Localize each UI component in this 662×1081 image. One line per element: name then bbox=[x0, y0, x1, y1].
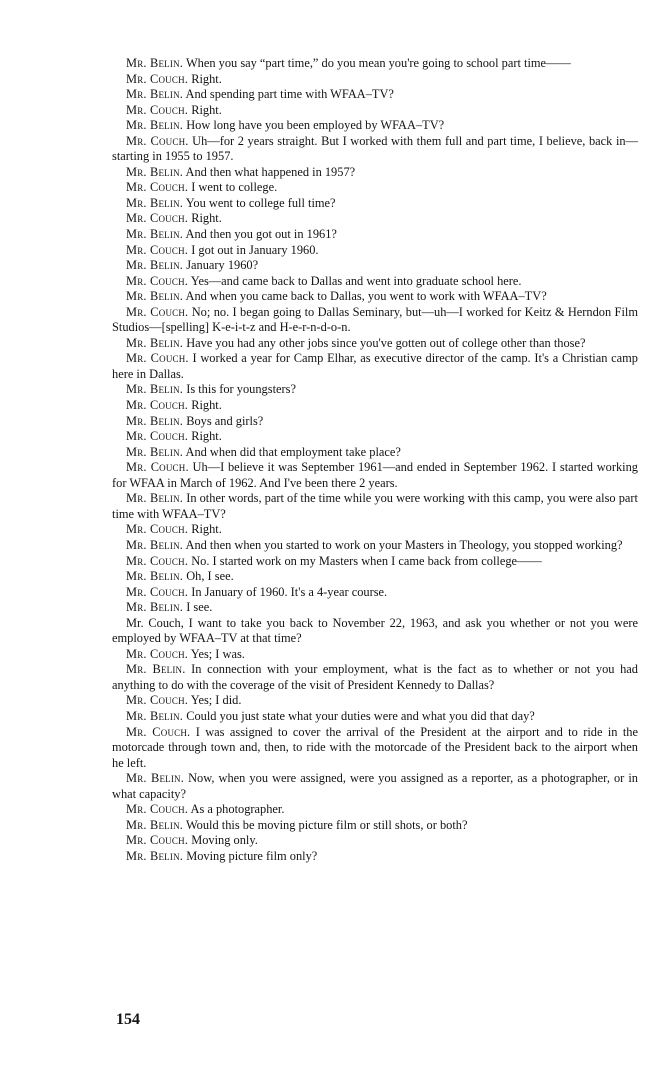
speaker-name: Mr. Belin. bbox=[126, 848, 184, 863]
speaker-name: Mr. Couch. bbox=[126, 398, 189, 413]
speaker-name: Mr. Belin. bbox=[126, 227, 184, 242]
speech-text: Now, when you were assigned, were you assigned as a reporter, as a photographer, or in what capacity? bbox=[112, 771, 638, 801]
transcript-paragraph bbox=[112, 134, 638, 165]
speaker-name: Mr. Belin. bbox=[126, 708, 184, 723]
speech-text: As a photographer. bbox=[190, 802, 285, 817]
speech-text: In January of 1960. It's a 4-year course. bbox=[191, 584, 388, 599]
speech-text: No. I started work on my Masters when I came back from college—— bbox=[191, 553, 542, 568]
speech-text: Boys and girls? bbox=[186, 413, 264, 428]
speaker-name: Mr. Belin. bbox=[126, 491, 184, 506]
transcript-paragraph bbox=[112, 227, 638, 243]
speech-text: When you say “part time,” do you mean you're going to school part time—— bbox=[185, 56, 571, 70]
speech-text: Moving only. bbox=[191, 833, 258, 848]
speaker-name: Mr. Belin. bbox=[126, 817, 184, 832]
speech-text: And when you came back to Dallas, you went to work with WFAA–TV? bbox=[185, 289, 547, 304]
transcript-paragraph bbox=[112, 289, 638, 305]
transcript-paragraph bbox=[112, 709, 638, 725]
speaker-name: Mr. Belin. bbox=[126, 444, 184, 459]
speaker-name: Mr. Belin. bbox=[126, 662, 186, 677]
speech-text: In connection with your employment, what is the fact as to whether or not you had anything to do with the coverage of the visit of President Kennedy to Dallas? bbox=[112, 662, 638, 692]
speech-text: In other words, part of the time while you were working with this camp, you were also part time with WFAA–TV? bbox=[112, 491, 638, 521]
speech-text: Right. bbox=[191, 71, 222, 86]
speaker-name: Mr. Belin. bbox=[126, 289, 184, 304]
speaker-name: Mr. Couch. bbox=[126, 211, 189, 226]
speaker-name: Mr. Belin. bbox=[126, 56, 184, 70]
speaker-name: Mr. Couch. bbox=[126, 724, 191, 739]
transcript-paragraph bbox=[112, 647, 638, 663]
speaker-name: Mr. Belin. bbox=[126, 118, 184, 133]
speaker-name: Mr. Couch. bbox=[126, 802, 189, 817]
transcript-paragraph bbox=[112, 771, 638, 802]
speech-text: No; no. I began going to Dallas Seminary, but—uh—I worked for Keitz & Herndon Film Studios—[spelling] K-e-i-t-z and H-e-r-n-d-o-n. bbox=[112, 304, 638, 335]
speech-text: And then what happened in 1957? bbox=[185, 164, 356, 179]
transcript-paragraph bbox=[112, 522, 638, 538]
transcript-paragraph bbox=[112, 243, 638, 259]
speech-text: Have you had any other jobs since you've gotten out of college other than those? bbox=[186, 335, 586, 350]
speaker-name: Mr. Couch. bbox=[126, 242, 189, 257]
speaker-name: Mr. Couch. bbox=[126, 646, 189, 661]
transcript-paragraph bbox=[112, 445, 638, 461]
transcript-paragraph bbox=[112, 491, 638, 522]
transcript-paragraph bbox=[112, 662, 638, 693]
transcript-paragraph bbox=[112, 336, 638, 352]
speech-text: Oh, I see. bbox=[186, 569, 234, 584]
transcript-paragraph bbox=[112, 600, 638, 616]
transcript-paragraph bbox=[112, 460, 638, 491]
speaker-name: Mr. Couch. bbox=[126, 833, 189, 848]
speaker-name: Mr. Couch. bbox=[126, 584, 189, 599]
speaker-name: Mr. Couch. bbox=[126, 133, 189, 148]
speaker-name: Mr. Belin. bbox=[126, 87, 184, 102]
transcript-paragraph bbox=[112, 693, 638, 709]
speaker-name: Mr. Belin. bbox=[126, 569, 184, 584]
transcript-paragraph bbox=[112, 87, 638, 103]
speaker-name: Mr. Couch. bbox=[126, 522, 189, 537]
transcript-paragraph bbox=[112, 833, 638, 849]
speech-text: Would this be moving picture film or still shots, or both? bbox=[185, 817, 468, 832]
speech-text: And then when you started to work on your Masters in Theology, you stopped working? bbox=[185, 537, 623, 552]
speaker-name: Mr. Belin. bbox=[126, 164, 184, 179]
transcript-paragraph bbox=[112, 305, 638, 336]
speech-text: And then you got out in 1961? bbox=[185, 227, 337, 242]
speech-text: I went to college. bbox=[191, 180, 278, 195]
speech-text: I see. bbox=[186, 600, 213, 615]
page-number: 154 bbox=[116, 1011, 140, 1028]
transcript-paragraph bbox=[112, 802, 638, 818]
speech-text: Right. bbox=[191, 429, 222, 444]
speaker-name: Mr. Belin. bbox=[126, 195, 184, 210]
transcript-paragraph bbox=[112, 118, 638, 134]
speaker-name: Mr. Couch. bbox=[126, 553, 189, 568]
transcript-paragraph bbox=[112, 725, 638, 772]
speaker-name: Mr. Couch. bbox=[126, 304, 189, 319]
speech-text: Yes—and came back to Dallas and went into graduate school here. bbox=[190, 273, 522, 288]
speaker-name: Mr. Couch. bbox=[126, 180, 189, 195]
transcript-paragraph bbox=[112, 569, 638, 585]
transcript-paragraph bbox=[112, 414, 638, 430]
transcript-paragraph bbox=[112, 849, 638, 865]
speaker-name: Mr. Couch. bbox=[126, 351, 189, 366]
transcript-paragraph bbox=[112, 429, 638, 445]
speech-text: January 1960? bbox=[186, 258, 259, 273]
transcript-paragraph bbox=[112, 165, 638, 181]
speech-text: Uh—for 2 years straight. But I worked with them full and part time, I believe, back in—starting in 1955 to 1957. bbox=[112, 133, 638, 164]
speaker-name: Mr. Belin. bbox=[126, 600, 184, 615]
transcript-paragraph bbox=[112, 818, 638, 834]
speech-text: And when did that employment take place? bbox=[185, 444, 401, 459]
speech-text: Moving picture film only? bbox=[186, 848, 318, 863]
transcript-paragraph bbox=[112, 398, 638, 414]
speech-text: And spending part time with WFAA–TV? bbox=[185, 87, 394, 102]
transcript-paragraph bbox=[112, 351, 638, 382]
speech-text: You went to college full time? bbox=[185, 195, 336, 210]
speech-text: Right. bbox=[191, 522, 222, 537]
speech-text: Uh—I believe it was September 1961—and ended in September 1962. I started working for WFAA in March of 1962. And I've been there 2 years. bbox=[112, 460, 638, 490]
speech-text: Could you just state what your duties were and what you did that day? bbox=[186, 708, 535, 723]
speech-text: I got out in January 1960. bbox=[191, 242, 319, 257]
speaker-name: Mr. Belin. bbox=[126, 537, 184, 552]
transcript-paragraph bbox=[112, 382, 638, 398]
transcript-paragraph bbox=[112, 56, 638, 72]
transcript-body bbox=[112, 56, 638, 864]
transcript-paragraph bbox=[112, 585, 638, 601]
speaker-name: Mr. Belin. bbox=[126, 335, 184, 350]
speaker-name: Mr. Couch. bbox=[126, 693, 189, 708]
speaker-name: Mr. Belin. bbox=[126, 258, 184, 273]
transcript-paragraph bbox=[112, 616, 638, 647]
speech-text: Yes; I did. bbox=[190, 693, 242, 708]
transcript-paragraph bbox=[112, 554, 638, 570]
transcript-paragraph bbox=[112, 103, 638, 119]
transcript-paragraph bbox=[112, 180, 638, 196]
speech-text: Right. bbox=[191, 102, 222, 117]
speaker-name: Mr. Couch. bbox=[126, 71, 189, 86]
speaker-name: Mr. Couch. bbox=[126, 273, 189, 288]
speaker-name: Mr. Belin. bbox=[126, 413, 184, 428]
speaker-name: Mr. Belin. bbox=[126, 771, 185, 786]
speaker-name: Mr. Couch. bbox=[126, 102, 189, 117]
speaker-name: Mr. Couch. bbox=[126, 460, 189, 475]
transcript-paragraph bbox=[112, 258, 638, 274]
transcript-paragraph bbox=[112, 211, 638, 227]
transcript-paragraph bbox=[112, 196, 638, 212]
speech-text: I worked a year for Camp Elhar, as executive director of the camp. It's a Christian camp here in Dallas. bbox=[112, 351, 638, 381]
transcript-paragraph bbox=[112, 72, 638, 88]
transcript-paragraph bbox=[112, 538, 638, 554]
speech-text: Yes; I was. bbox=[190, 646, 245, 661]
speech-text: How long have you been employed by WFAA–TV? bbox=[186, 118, 445, 133]
speaker-name: Mr. Couch. bbox=[126, 429, 189, 444]
speech-text: Right. bbox=[191, 398, 222, 413]
speech-text: Mr. Couch, I want to take you back to November 22, 1963, and ask you whether or not you were employed by WFAA–TV at that time? bbox=[112, 615, 638, 646]
speaker-name: Mr. Belin. bbox=[126, 382, 184, 397]
transcript-paragraph bbox=[112, 274, 638, 290]
speech-text: I was assigned to cover the arrival of the President at the airport and to ride in the motorcade through town and, then, to ride with the motorcade of the President back to the airport when he left. bbox=[112, 724, 638, 770]
speech-text: Right. bbox=[191, 211, 222, 226]
speech-text: Is this for youngsters? bbox=[186, 382, 296, 397]
